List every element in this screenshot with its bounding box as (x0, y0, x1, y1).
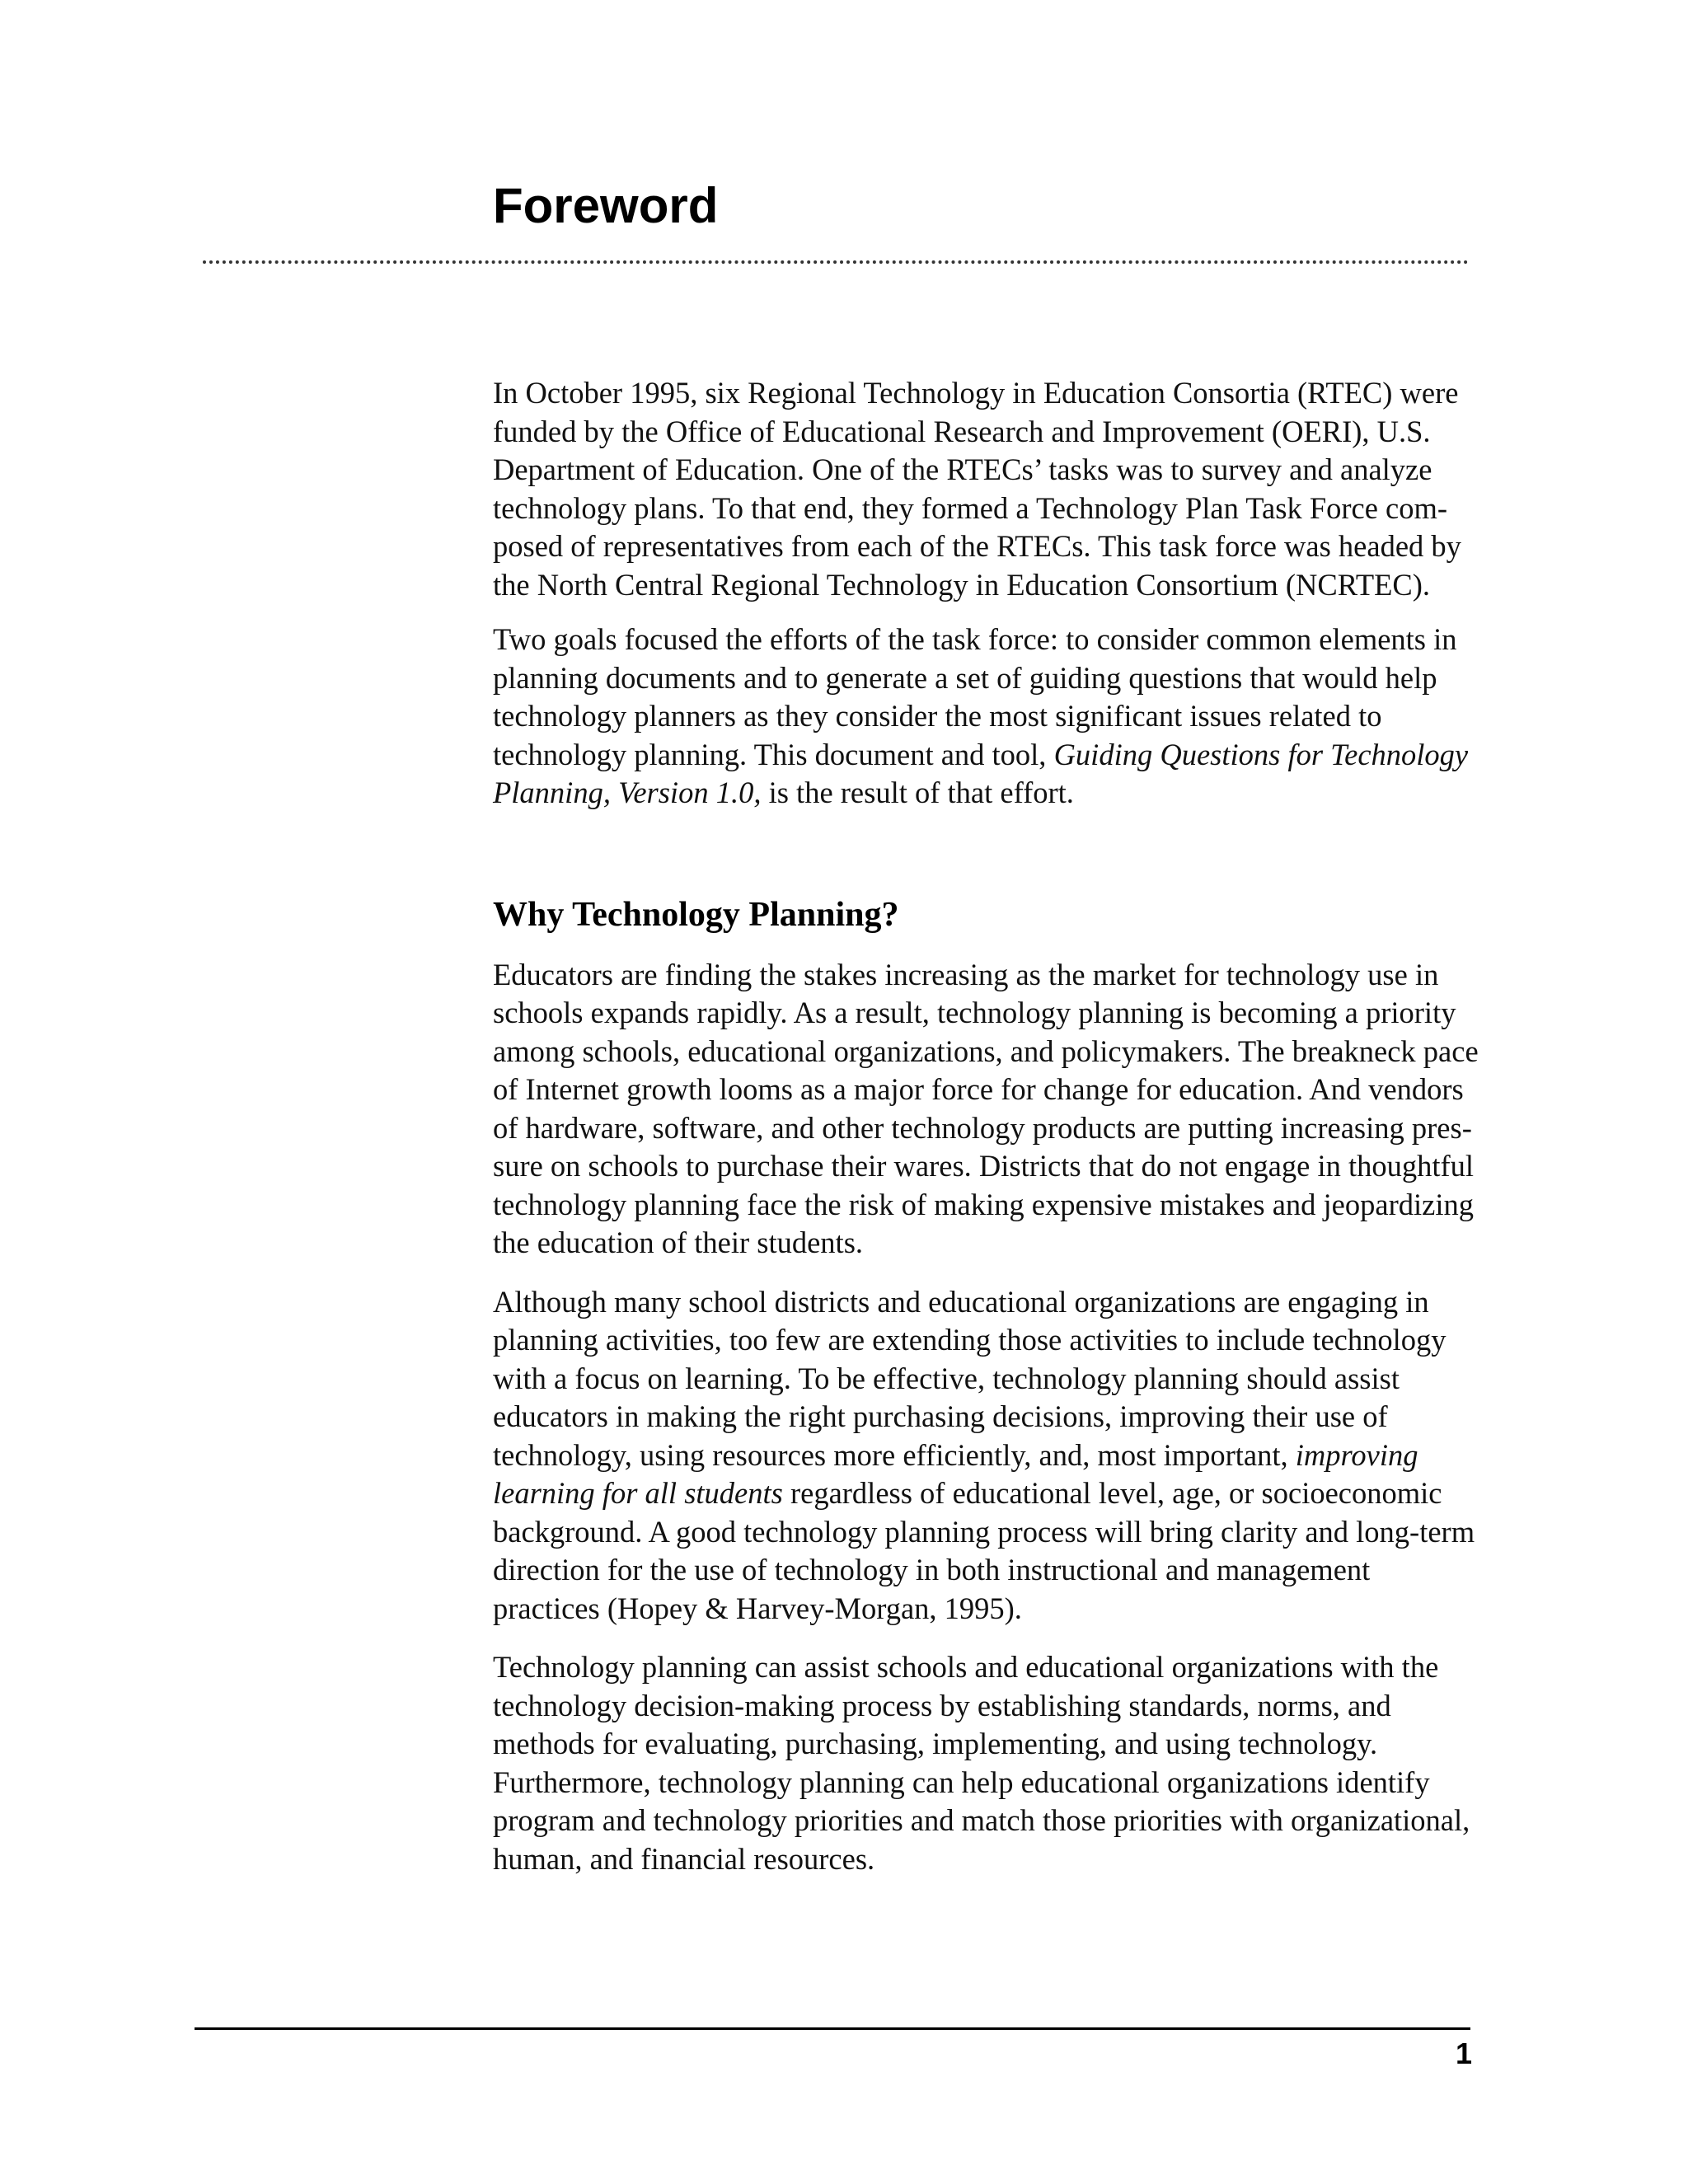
intro-paragraph-2-text-end: is the result of that effort. (761, 776, 1074, 809)
page-title: Foreword (493, 178, 719, 233)
emphasis-phrase: improving learning for all students (493, 1437, 1418, 1510)
title-dotted-divider (203, 260, 1469, 264)
section-paragraph-2 (493, 1283, 1482, 1629)
section-heading: Why Technology Planning? (493, 895, 899, 934)
footer-divider (195, 2027, 1470, 2030)
intro-paragraph-2 (493, 621, 1482, 813)
main-content (493, 374, 1482, 1895)
document-title-reference: Guiding Questions for Technology Planning, Version 1.0, (493, 737, 1469, 809)
section-paragraph-2-text-start: Although many school districts and educational organizations are engaging in planning activities, too few are extending those activities to include technology with a focus on learning. To be effective, technology planning should assist educators in making the right purchasing decisions, improving their use of technology, using resources more efficiently, and, most important, (493, 1284, 1447, 1472)
page-number: 1 (1455, 2036, 1472, 2070)
section-paragraph-2-text-end: regardless of educational level, age, or socioeconomic background. A good technology planning process will bring clarity and long-term direction for the use of technology in both instructional and management practices (Hopey & Harvey-Morgan, 1995). (493, 1476, 1475, 1625)
section-paragraph-3: Technology planning can assist schools and educational organizations with the technology decision-making process by establishing standards, norms, and methods for evaluating, purchasing, implementing, and using technology. Furthermore, technology planning can help educational organizations identify program and technology priorities and match those priorities with organizational, human, and financial resources. (493, 1650, 1470, 1876)
intro-paragraph-2-text-start: Two goals focused the efforts of the task force: to consider common elements in planning documents and to generate a set of guiding questions that would help technology planners as they consider the most significant issues related to technology planning. This document and tool, (493, 622, 1457, 771)
intro-paragraph-1: In October 1995, six Regional Technology in Education Consortia (RTEC) were funded by the Office of Educational Research and Improvement (OERI), U.S. Department of Education. One of the RTECs’ tasks was to survey and analyze technology plans. To that end, they formed a Technology Plan Task Force com-posed of representatives from each of the RTECs. This task force was headed by the North Central Regional Technology in Education Consortium (NCRTEC). (493, 376, 1461, 602)
section-paragraph-1: Educators are finding the stakes increasing as the market for technology use in schools expands rapidly. As a result, technology planning is becoming a priority among schools, educational organizations, and policymakers. The breakneck pace of Internet growth looms as a major force for change for education. And vendors of hardware, software, and other technology products are putting increasing pres-sure on schools to purchase their wares. Districts that do not engage in thoughtful technology planning face the risk of making expensive mistakes and jeopardizing the education of their students. (493, 957, 1479, 1259)
